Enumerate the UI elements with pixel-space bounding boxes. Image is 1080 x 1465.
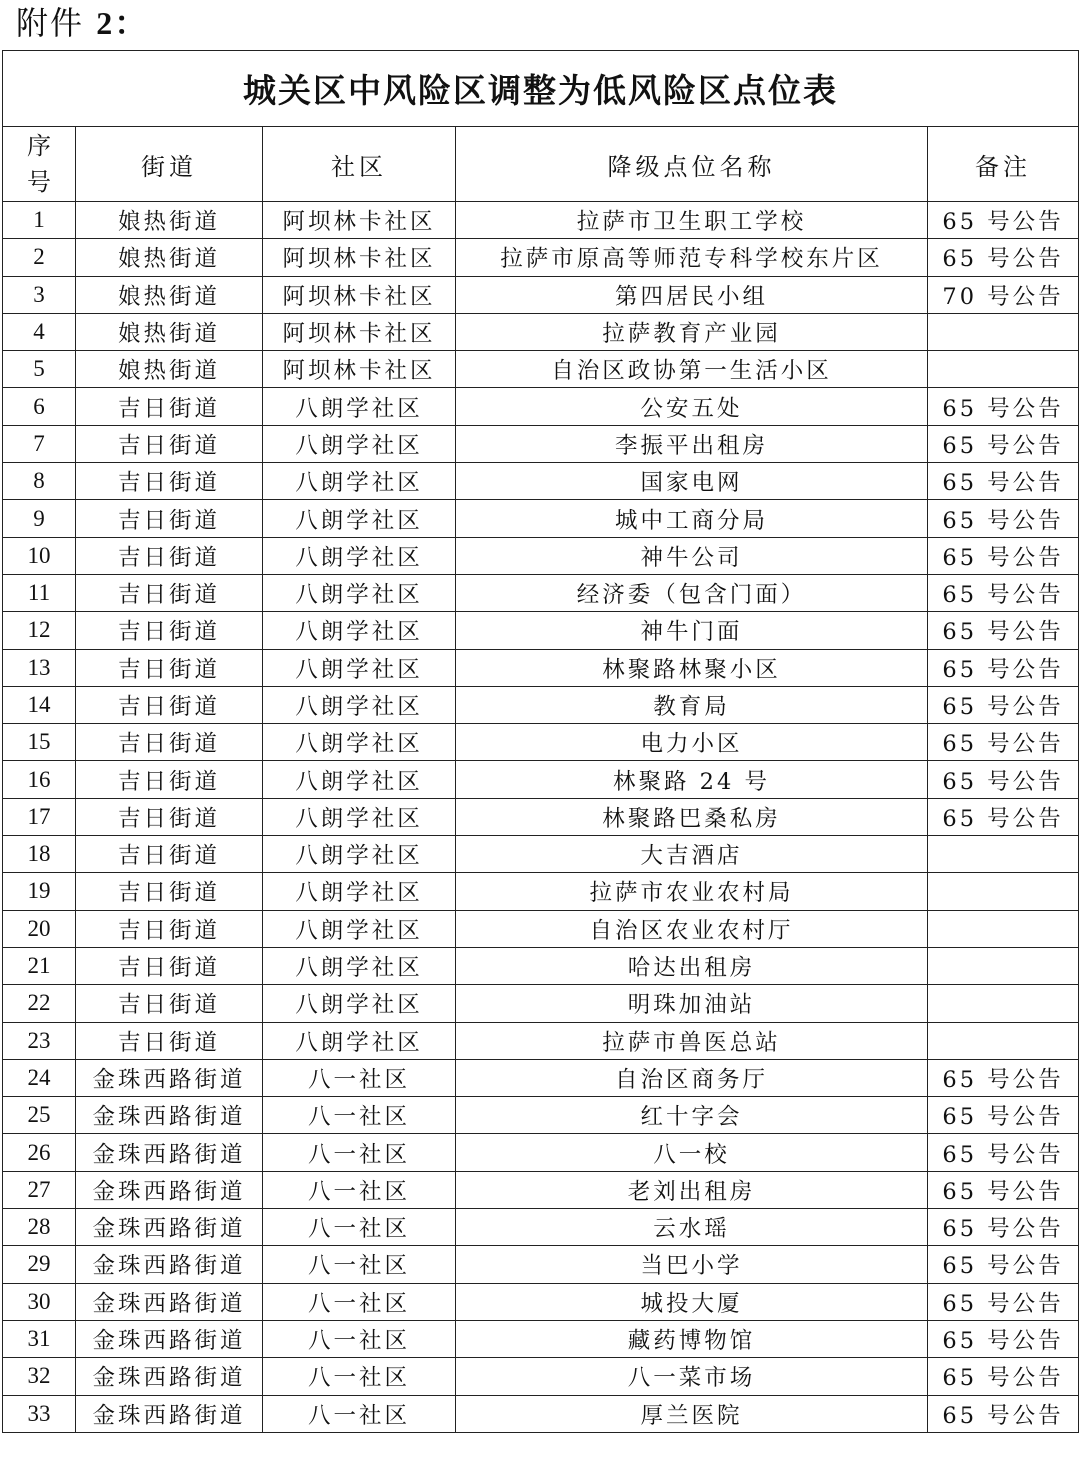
table-row xyxy=(3,239,1079,276)
row-remark: 65 号公告 xyxy=(928,1358,1079,1395)
row-location: 拉萨市农业农村局 xyxy=(456,873,928,910)
row-remark xyxy=(928,873,1079,910)
row-seq: 27 xyxy=(3,1171,76,1208)
table-row xyxy=(3,1209,1079,1246)
row-street: 金珠西路街道 xyxy=(76,1134,263,1171)
row-seq: 2 xyxy=(3,239,76,276)
row-street: 金珠西路街道 xyxy=(76,1209,263,1246)
row-remark: 65 号公告 xyxy=(928,500,1079,537)
row-street: 吉日街道 xyxy=(76,649,263,686)
table-row xyxy=(3,761,1079,798)
row-seq: 19 xyxy=(3,873,76,910)
table-body xyxy=(3,202,1079,1433)
row-remark: 65 号公告 xyxy=(928,425,1079,462)
table-row xyxy=(3,649,1079,686)
row-community: 八一社区 xyxy=(263,1283,456,1320)
row-community: 八朗学社区 xyxy=(263,910,456,947)
row-remark: 65 号公告 xyxy=(928,1320,1079,1357)
table-row xyxy=(3,500,1079,537)
row-seq: 26 xyxy=(3,1134,76,1171)
row-location: 林聚路 24 号 xyxy=(456,761,928,798)
row-community: 八一社区 xyxy=(263,1246,456,1283)
row-location: 红十字会 xyxy=(456,1097,928,1134)
table-row xyxy=(3,1283,1079,1320)
row-seq: 6 xyxy=(3,388,76,425)
row-remark: 65 号公告 xyxy=(928,1209,1079,1246)
row-community: 八朗学社区 xyxy=(263,985,456,1022)
table-row xyxy=(3,1395,1079,1432)
row-remark xyxy=(928,313,1079,350)
table-row xyxy=(3,1134,1079,1171)
table-row xyxy=(3,910,1079,947)
row-remark: 65 号公告 xyxy=(928,1395,1079,1432)
row-remark: 65 号公告 xyxy=(928,1059,1079,1096)
row-community: 八一社区 xyxy=(263,1358,456,1395)
row-seq: 20 xyxy=(3,910,76,947)
table-row xyxy=(3,724,1079,761)
row-remark: 65 号公告 xyxy=(928,463,1079,500)
header-location: 降级点位名称 xyxy=(456,127,928,202)
row-remark: 65 号公告 xyxy=(928,612,1079,649)
risk-area-table xyxy=(2,50,1079,1433)
row-seq: 18 xyxy=(3,836,76,873)
row-community: 八一社区 xyxy=(263,1134,456,1171)
row-location: 电力小区 xyxy=(456,724,928,761)
row-street: 吉日街道 xyxy=(76,761,263,798)
row-community: 八朗学社区 xyxy=(263,686,456,723)
table-row xyxy=(3,686,1079,723)
row-community: 八朗学社区 xyxy=(263,463,456,500)
table-row xyxy=(3,1097,1079,1134)
row-seq: 15 xyxy=(3,724,76,761)
row-street: 金珠西路街道 xyxy=(76,1171,263,1208)
table-row xyxy=(3,836,1079,873)
row-remark xyxy=(928,1022,1079,1059)
row-location: 厚兰医院 xyxy=(456,1395,928,1432)
table-row xyxy=(3,947,1079,984)
attachment-number: 2： xyxy=(96,5,149,41)
table-row xyxy=(3,574,1079,611)
row-location: 八一校 xyxy=(456,1134,928,1171)
row-location: 神牛门面 xyxy=(456,612,928,649)
row-remark: 65 号公告 xyxy=(928,537,1079,574)
row-remark: 65 号公告 xyxy=(928,1134,1079,1171)
table-row xyxy=(3,351,1079,388)
row-seq: 4 xyxy=(3,313,76,350)
row-seq: 30 xyxy=(3,1283,76,1320)
row-location: 拉萨市兽医总站 xyxy=(456,1022,928,1059)
row-community: 阿坝林卡社区 xyxy=(263,276,456,313)
row-location: 教育局 xyxy=(456,686,928,723)
header-seq-line1: 序 xyxy=(27,132,51,160)
row-location: 拉萨市原高等师范专科学校东片区 xyxy=(456,239,928,276)
row-community: 八一社区 xyxy=(263,1320,456,1357)
row-street: 娘热街道 xyxy=(76,313,263,350)
table-row xyxy=(3,388,1079,425)
row-community: 八一社区 xyxy=(263,1395,456,1432)
row-street: 金珠西路街道 xyxy=(76,1059,263,1096)
row-remark: 65 号公告 xyxy=(928,239,1079,276)
row-street: 金珠西路街道 xyxy=(76,1358,263,1395)
row-location: 林聚路巴桑私房 xyxy=(456,798,928,835)
row-remark: 65 号公告 xyxy=(928,202,1079,239)
row-street: 吉日街道 xyxy=(76,500,263,537)
row-remark: 65 号公告 xyxy=(928,1283,1079,1320)
row-community: 八朗学社区 xyxy=(263,724,456,761)
row-community: 八朗学社区 xyxy=(263,388,456,425)
row-street: 吉日街道 xyxy=(76,798,263,835)
row-community: 八朗学社区 xyxy=(263,761,456,798)
row-seq: 28 xyxy=(3,1209,76,1246)
row-community: 八朗学社区 xyxy=(263,649,456,686)
row-community: 八朗学社区 xyxy=(263,425,456,462)
row-remark: 65 号公告 xyxy=(928,724,1079,761)
row-street: 金珠西路街道 xyxy=(76,1395,263,1432)
table-row xyxy=(3,313,1079,350)
row-location: 城投大厦 xyxy=(456,1283,928,1320)
row-seq: 5 xyxy=(3,351,76,388)
row-remark xyxy=(928,985,1079,1022)
row-seq: 17 xyxy=(3,798,76,835)
row-location: 林聚路林聚小区 xyxy=(456,649,928,686)
row-community: 八朗学社区 xyxy=(263,836,456,873)
header-street: 街道 xyxy=(76,127,263,202)
row-seq: 14 xyxy=(3,686,76,723)
row-location: 哈达出租房 xyxy=(456,947,928,984)
table-row xyxy=(3,1059,1079,1096)
row-location: 经济委（包含门面） xyxy=(456,574,928,611)
row-location: 老刘出租房 xyxy=(456,1171,928,1208)
row-seq: 25 xyxy=(3,1097,76,1134)
row-remark: 65 号公告 xyxy=(928,686,1079,723)
row-seq: 8 xyxy=(3,463,76,500)
table-row xyxy=(3,1022,1079,1059)
row-remark: 65 号公告 xyxy=(928,1171,1079,1208)
row-street: 娘热街道 xyxy=(76,276,263,313)
row-street: 吉日街道 xyxy=(76,537,263,574)
table-row xyxy=(3,612,1079,649)
row-location: 城中工商分局 xyxy=(456,500,928,537)
row-street: 吉日街道 xyxy=(76,388,263,425)
row-location: 自治区农业农村厅 xyxy=(456,910,928,947)
row-location: 八一菜市场 xyxy=(456,1358,928,1395)
row-seq: 11 xyxy=(3,574,76,611)
row-street: 吉日街道 xyxy=(76,873,263,910)
row-seq: 12 xyxy=(3,612,76,649)
row-seq: 3 xyxy=(3,276,76,313)
header-remark: 备注 xyxy=(928,127,1079,202)
row-location: 自治区商务厅 xyxy=(456,1059,928,1096)
row-street: 吉日街道 xyxy=(76,947,263,984)
row-street: 吉日街道 xyxy=(76,1022,263,1059)
row-community: 八一社区 xyxy=(263,1059,456,1096)
row-street: 吉日街道 xyxy=(76,425,263,462)
row-community: 八朗学社区 xyxy=(263,873,456,910)
row-seq: 9 xyxy=(3,500,76,537)
table-row xyxy=(3,202,1079,239)
row-street: 金珠西路街道 xyxy=(76,1320,263,1357)
row-community: 阿坝林卡社区 xyxy=(263,351,456,388)
row-location: 云水瑶 xyxy=(456,1209,928,1246)
row-community: 八朗学社区 xyxy=(263,612,456,649)
row-street: 吉日街道 xyxy=(76,724,263,761)
row-seq: 32 xyxy=(3,1358,76,1395)
row-remark: 65 号公告 xyxy=(928,761,1079,798)
table-row xyxy=(3,1358,1079,1395)
row-location: 明珠加油站 xyxy=(456,985,928,1022)
row-seq: 1 xyxy=(3,202,76,239)
row-remark: 65 号公告 xyxy=(928,798,1079,835)
row-remark: 65 号公告 xyxy=(928,574,1079,611)
table-row xyxy=(3,1171,1079,1208)
table-row xyxy=(3,276,1079,313)
row-community: 八朗学社区 xyxy=(263,798,456,835)
row-seq: 23 xyxy=(3,1022,76,1059)
row-street: 吉日街道 xyxy=(76,463,263,500)
row-street: 吉日街道 xyxy=(76,574,263,611)
row-seq: 31 xyxy=(3,1320,76,1357)
row-location: 李振平出租房 xyxy=(456,425,928,462)
row-seq: 22 xyxy=(3,985,76,1022)
row-remark xyxy=(928,910,1079,947)
row-remark xyxy=(928,836,1079,873)
header-seq-line2: 号 xyxy=(27,168,51,196)
row-remark: 65 号公告 xyxy=(928,388,1079,425)
row-community: 八朗学社区 xyxy=(263,537,456,574)
row-remark: 65 号公告 xyxy=(928,649,1079,686)
row-seq: 29 xyxy=(3,1246,76,1283)
table-row xyxy=(3,463,1079,500)
row-seq: 21 xyxy=(3,947,76,984)
row-seq: 13 xyxy=(3,649,76,686)
row-remark: 65 号公告 xyxy=(928,1246,1079,1283)
row-community: 八朗学社区 xyxy=(263,1022,456,1059)
header-community: 社区 xyxy=(263,127,456,202)
row-community: 八朗学社区 xyxy=(263,500,456,537)
row-location: 当巴小学 xyxy=(456,1246,928,1283)
row-community: 八一社区 xyxy=(263,1209,456,1246)
table-row xyxy=(3,537,1079,574)
row-community: 八一社区 xyxy=(263,1097,456,1134)
row-street: 吉日街道 xyxy=(76,985,263,1022)
row-community: 八朗学社区 xyxy=(263,947,456,984)
row-remark xyxy=(928,351,1079,388)
row-seq: 7 xyxy=(3,425,76,462)
row-street: 吉日街道 xyxy=(76,686,263,723)
row-street: 金珠西路街道 xyxy=(76,1283,263,1320)
row-location: 拉萨教育产业园 xyxy=(456,313,928,350)
row-community: 八朗学社区 xyxy=(263,574,456,611)
row-seq: 24 xyxy=(3,1059,76,1096)
attachment-label-text: 附件 xyxy=(16,4,85,42)
row-community: 阿坝林卡社区 xyxy=(263,239,456,276)
row-community: 阿坝林卡社区 xyxy=(263,202,456,239)
row-remark: 70 号公告 xyxy=(928,276,1079,313)
row-seq: 10 xyxy=(3,537,76,574)
row-street: 吉日街道 xyxy=(76,836,263,873)
row-street: 金珠西路街道 xyxy=(76,1246,263,1283)
row-seq: 16 xyxy=(3,761,76,798)
row-community: 阿坝林卡社区 xyxy=(263,313,456,350)
row-remark: 65 号公告 xyxy=(928,1097,1079,1134)
row-seq: 33 xyxy=(3,1395,76,1432)
table-row xyxy=(3,1320,1079,1357)
table-row xyxy=(3,798,1079,835)
row-location: 拉萨市卫生职工学校 xyxy=(456,202,928,239)
row-location: 大吉酒店 xyxy=(456,836,928,873)
row-remark xyxy=(928,947,1079,984)
table-row xyxy=(3,985,1079,1022)
row-street: 娘热街道 xyxy=(76,239,263,276)
row-location: 公安五处 xyxy=(456,388,928,425)
row-location: 自治区政协第一生活小区 xyxy=(456,351,928,388)
row-location: 第四居民小组 xyxy=(456,276,928,313)
row-street: 吉日街道 xyxy=(76,910,263,947)
attachment-label xyxy=(16,0,148,46)
table-row xyxy=(3,1246,1079,1283)
table-row xyxy=(3,873,1079,910)
row-location: 国家电网 xyxy=(456,463,928,500)
row-community: 八一社区 xyxy=(263,1171,456,1208)
row-street: 娘热街道 xyxy=(76,351,263,388)
row-street: 娘热街道 xyxy=(76,202,263,239)
row-street: 金珠西路街道 xyxy=(76,1097,263,1134)
row-location: 神牛公司 xyxy=(456,537,928,574)
table-title: 城关区中风险区调整为低风险区点位表 xyxy=(3,51,1079,127)
table-row xyxy=(3,425,1079,462)
row-street: 吉日街道 xyxy=(76,612,263,649)
header-seq xyxy=(3,127,76,202)
row-location: 藏药博物馆 xyxy=(456,1320,928,1357)
